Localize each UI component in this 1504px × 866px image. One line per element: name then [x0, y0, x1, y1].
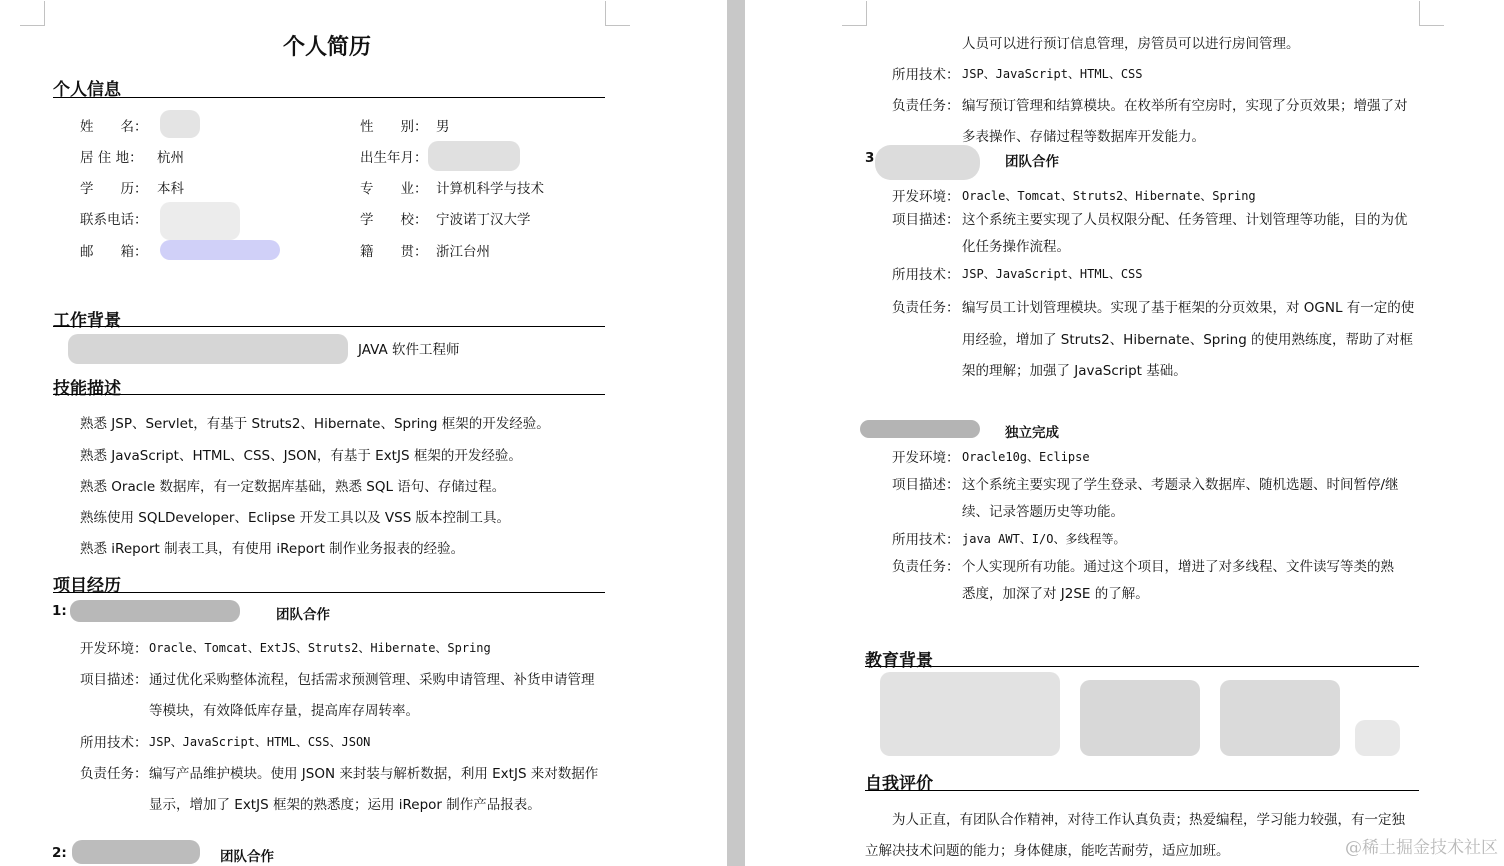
- project-desc-line: 这个系统主要实现了学生登录、考题录入数据库、随机选题、时间暂停/继: [962, 477, 1399, 493]
- project-mode: 团队合作: [220, 849, 274, 865]
- label-desc: 项目描述：: [892, 212, 960, 228]
- project-duty-line: 编写员工计划管理模块。实现了基于框架的分页效果，对 OGNL 有一定的使: [962, 300, 1415, 316]
- section-rule: [865, 666, 1419, 667]
- project-duty-line: 用经验，增加了 Struts2、Hibernate、Spring 的使用熟练度，帮助了对框: [962, 332, 1414, 348]
- project-desc-line: 这个系统主要实现了人员权限分配、任务管理、计划管理等功能，目的为优: [962, 212, 1408, 228]
- redacted-birth: [428, 141, 520, 171]
- project-desc-line: 通过优化采购整体流程，包括需求预测管理、采购申请管理、补货申请管理: [149, 672, 595, 688]
- label-duty: 负责任务：: [892, 559, 960, 575]
- redaction-block: [880, 672, 1060, 756]
- project-tech: JSP、JavaScript、HTML、CSS、JSON: [149, 735, 371, 749]
- work-position: JAVA 软件工程师: [358, 342, 460, 358]
- project-number: 3: [865, 150, 875, 166]
- section-heading-self-eval: 自我评价: [865, 774, 933, 794]
- redacted-phone: [160, 202, 240, 240]
- page-gutter: [727, 0, 745, 866]
- project-duty-line: 编写产品维护模块。使用 JSON 来封装与解析数据，利用 ExtJS 来对数据作: [149, 766, 599, 782]
- project-desc-line: 人员可以进行预订信息管理，房管员可以进行房间管理。: [962, 36, 1300, 52]
- info-label-name: 姓 名：: [80, 119, 148, 135]
- info-value-major: 计算机科学与技术: [436, 181, 544, 197]
- label-duty: 负责任务：: [892, 300, 960, 316]
- section-heading-skills: 技能描述: [53, 379, 121, 399]
- label-tech: 所用技术：: [892, 532, 960, 548]
- project-duty-line: 悉度，加深了对 J2SE 的了解。: [962, 586, 1149, 602]
- redacted-email: [160, 240, 280, 260]
- watermark: @稀土掘金技术社区: [1345, 838, 1498, 858]
- info-label-residence: 居 住 地：: [80, 150, 143, 166]
- project-mode: 团队合作: [276, 607, 330, 623]
- info-label-degree: 学 历：: [80, 181, 148, 197]
- skill-item: 熟悉 JSP、Servlet，有基于 Struts2、Hibernate、Spring 框架的开发经验。: [80, 416, 550, 432]
- margin-corner-mark: [20, 1, 45, 26]
- section-rule: [53, 326, 605, 327]
- info-value-residence: 杭州: [157, 150, 184, 166]
- label-desc: 项目描述：: [80, 672, 148, 688]
- label-duty: 负责任务：: [80, 766, 148, 782]
- section-heading-personal-info: 个人信息: [53, 80, 121, 100]
- project-duty-line: 显示，增加了 ExtJS 框架的熟悉度；运用 iRepor 制作产品报表。: [149, 797, 541, 813]
- project-desc-line: 等模块，有效降低库存量，提高库存周转率。: [149, 703, 419, 719]
- margin-corner-mark: [605, 1, 630, 26]
- label-duty: 负责任务：: [892, 98, 960, 114]
- redacted-project-name: [70, 600, 240, 622]
- section-rule: [53, 592, 605, 593]
- project-duty-line: 编写预订管理和结算模块。在枚举所有空房时，实现了分页效果；增强了对: [962, 98, 1408, 114]
- label-tech: 所用技术：: [80, 735, 148, 751]
- project-mode: 团队合作: [1005, 154, 1059, 170]
- redaction-block: [1080, 680, 1200, 756]
- redaction-block: [1355, 720, 1400, 756]
- document-title: 个人简历: [283, 34, 372, 60]
- info-label-email: 邮 箱：: [80, 244, 148, 260]
- info-label-phone: 联系电话：: [80, 212, 148, 228]
- project-desc-line: 化任务操作流程。: [962, 239, 1070, 255]
- redacted-project-name: [875, 145, 980, 180]
- skill-item: 熟悉 JavaScript、HTML、CSS、JSON，有基于 ExtJS 框架的开发经验。: [80, 448, 522, 464]
- project-number: 1:: [52, 603, 67, 619]
- project-duty-line: 多表操作、存储过程等数据库开发能力。: [962, 129, 1205, 145]
- skill-item: 熟练使用 SQLDeveloper、Eclipse 开发工具以及 VSS 版本控制工具。: [80, 510, 511, 526]
- info-value-hometown: 浙江台州: [436, 244, 490, 260]
- info-label-school: 学 校：: [360, 212, 428, 228]
- section-rule: [865, 790, 1419, 791]
- page-2: [745, 0, 1504, 866]
- self-eval-line: 为人正直，有团队合作精神，对待工作认真负责；热爱编程，学习能力较强，有一定独: [892, 812, 1405, 828]
- project-duty-line: 架的理解；加强了 JavaScript 基础。: [962, 363, 1187, 379]
- redacted-project-name: [72, 840, 200, 864]
- label-env: 开发环境：: [80, 641, 148, 657]
- page-1: [0, 0, 727, 866]
- label-desc: 项目描述：: [892, 477, 960, 493]
- project-env: Oracle10g、Eclipse: [962, 450, 1090, 464]
- info-label-major: 专 业：: [360, 181, 428, 197]
- skill-item: 熟悉 iReport 制表工具，有使用 iReport 制作业务报表的经验。: [80, 541, 465, 557]
- redaction-block: [1220, 680, 1340, 756]
- project-tech: JSP、JavaScript、HTML、CSS: [962, 67, 1143, 81]
- self-eval-line: 立解决技术问题的能力；身体健康，能吃苦耐劳，适应加班。: [865, 843, 1230, 859]
- info-label-hometown: 籍 贯：: [360, 244, 428, 260]
- info-value-degree: 本科: [157, 181, 184, 197]
- label-env: 开发环境：: [892, 189, 960, 205]
- project-number: 2:: [52, 845, 67, 861]
- project-tech: java AWT、I/O、多线程等。: [962, 532, 1126, 546]
- project-mode: 独立完成: [1005, 425, 1059, 441]
- section-rule: [53, 97, 605, 98]
- project-env: Oracle、Tomcat、Struts2、Hibernate、Spring: [962, 189, 1256, 203]
- section-heading-projects: 项目经历: [53, 576, 121, 596]
- skill-item: 熟悉 Oracle 数据库，有一定数据库基础，熟悉 SQL 语句、存储过程。: [80, 479, 506, 495]
- project-duty-line: 个人实现所有功能。通过这个项目，增进了对多线程、文件读写等类的熟: [962, 559, 1394, 575]
- label-env: 开发环境：: [892, 450, 960, 466]
- section-rule: [53, 394, 605, 395]
- project-env: Oracle、Tomcat、ExtJS、Struts2、Hibernate、Spring: [149, 641, 491, 655]
- info-value-gender: 男: [436, 119, 450, 135]
- section-heading-work: 工作背景: [53, 311, 121, 331]
- label-tech: 所用技术：: [892, 67, 960, 83]
- redacted-name: [160, 110, 200, 138]
- info-label-gender: 性 别：: [360, 119, 428, 135]
- label-tech: 所用技术：: [892, 267, 960, 283]
- project-desc-line: 续、记录答题历史等功能。: [962, 504, 1124, 520]
- margin-corner-mark: [842, 1, 867, 26]
- info-label-birth: 出生年月：: [360, 150, 428, 166]
- redacted-project-name: [860, 420, 980, 438]
- project-tech: JSP、JavaScript、HTML、CSS: [962, 267, 1143, 281]
- redacted-company: [68, 334, 348, 364]
- margin-corner-mark: [1419, 1, 1444, 26]
- section-heading-education: 教育背景: [865, 651, 933, 671]
- info-value-school: 宁波诺丁汉大学: [436, 212, 531, 228]
